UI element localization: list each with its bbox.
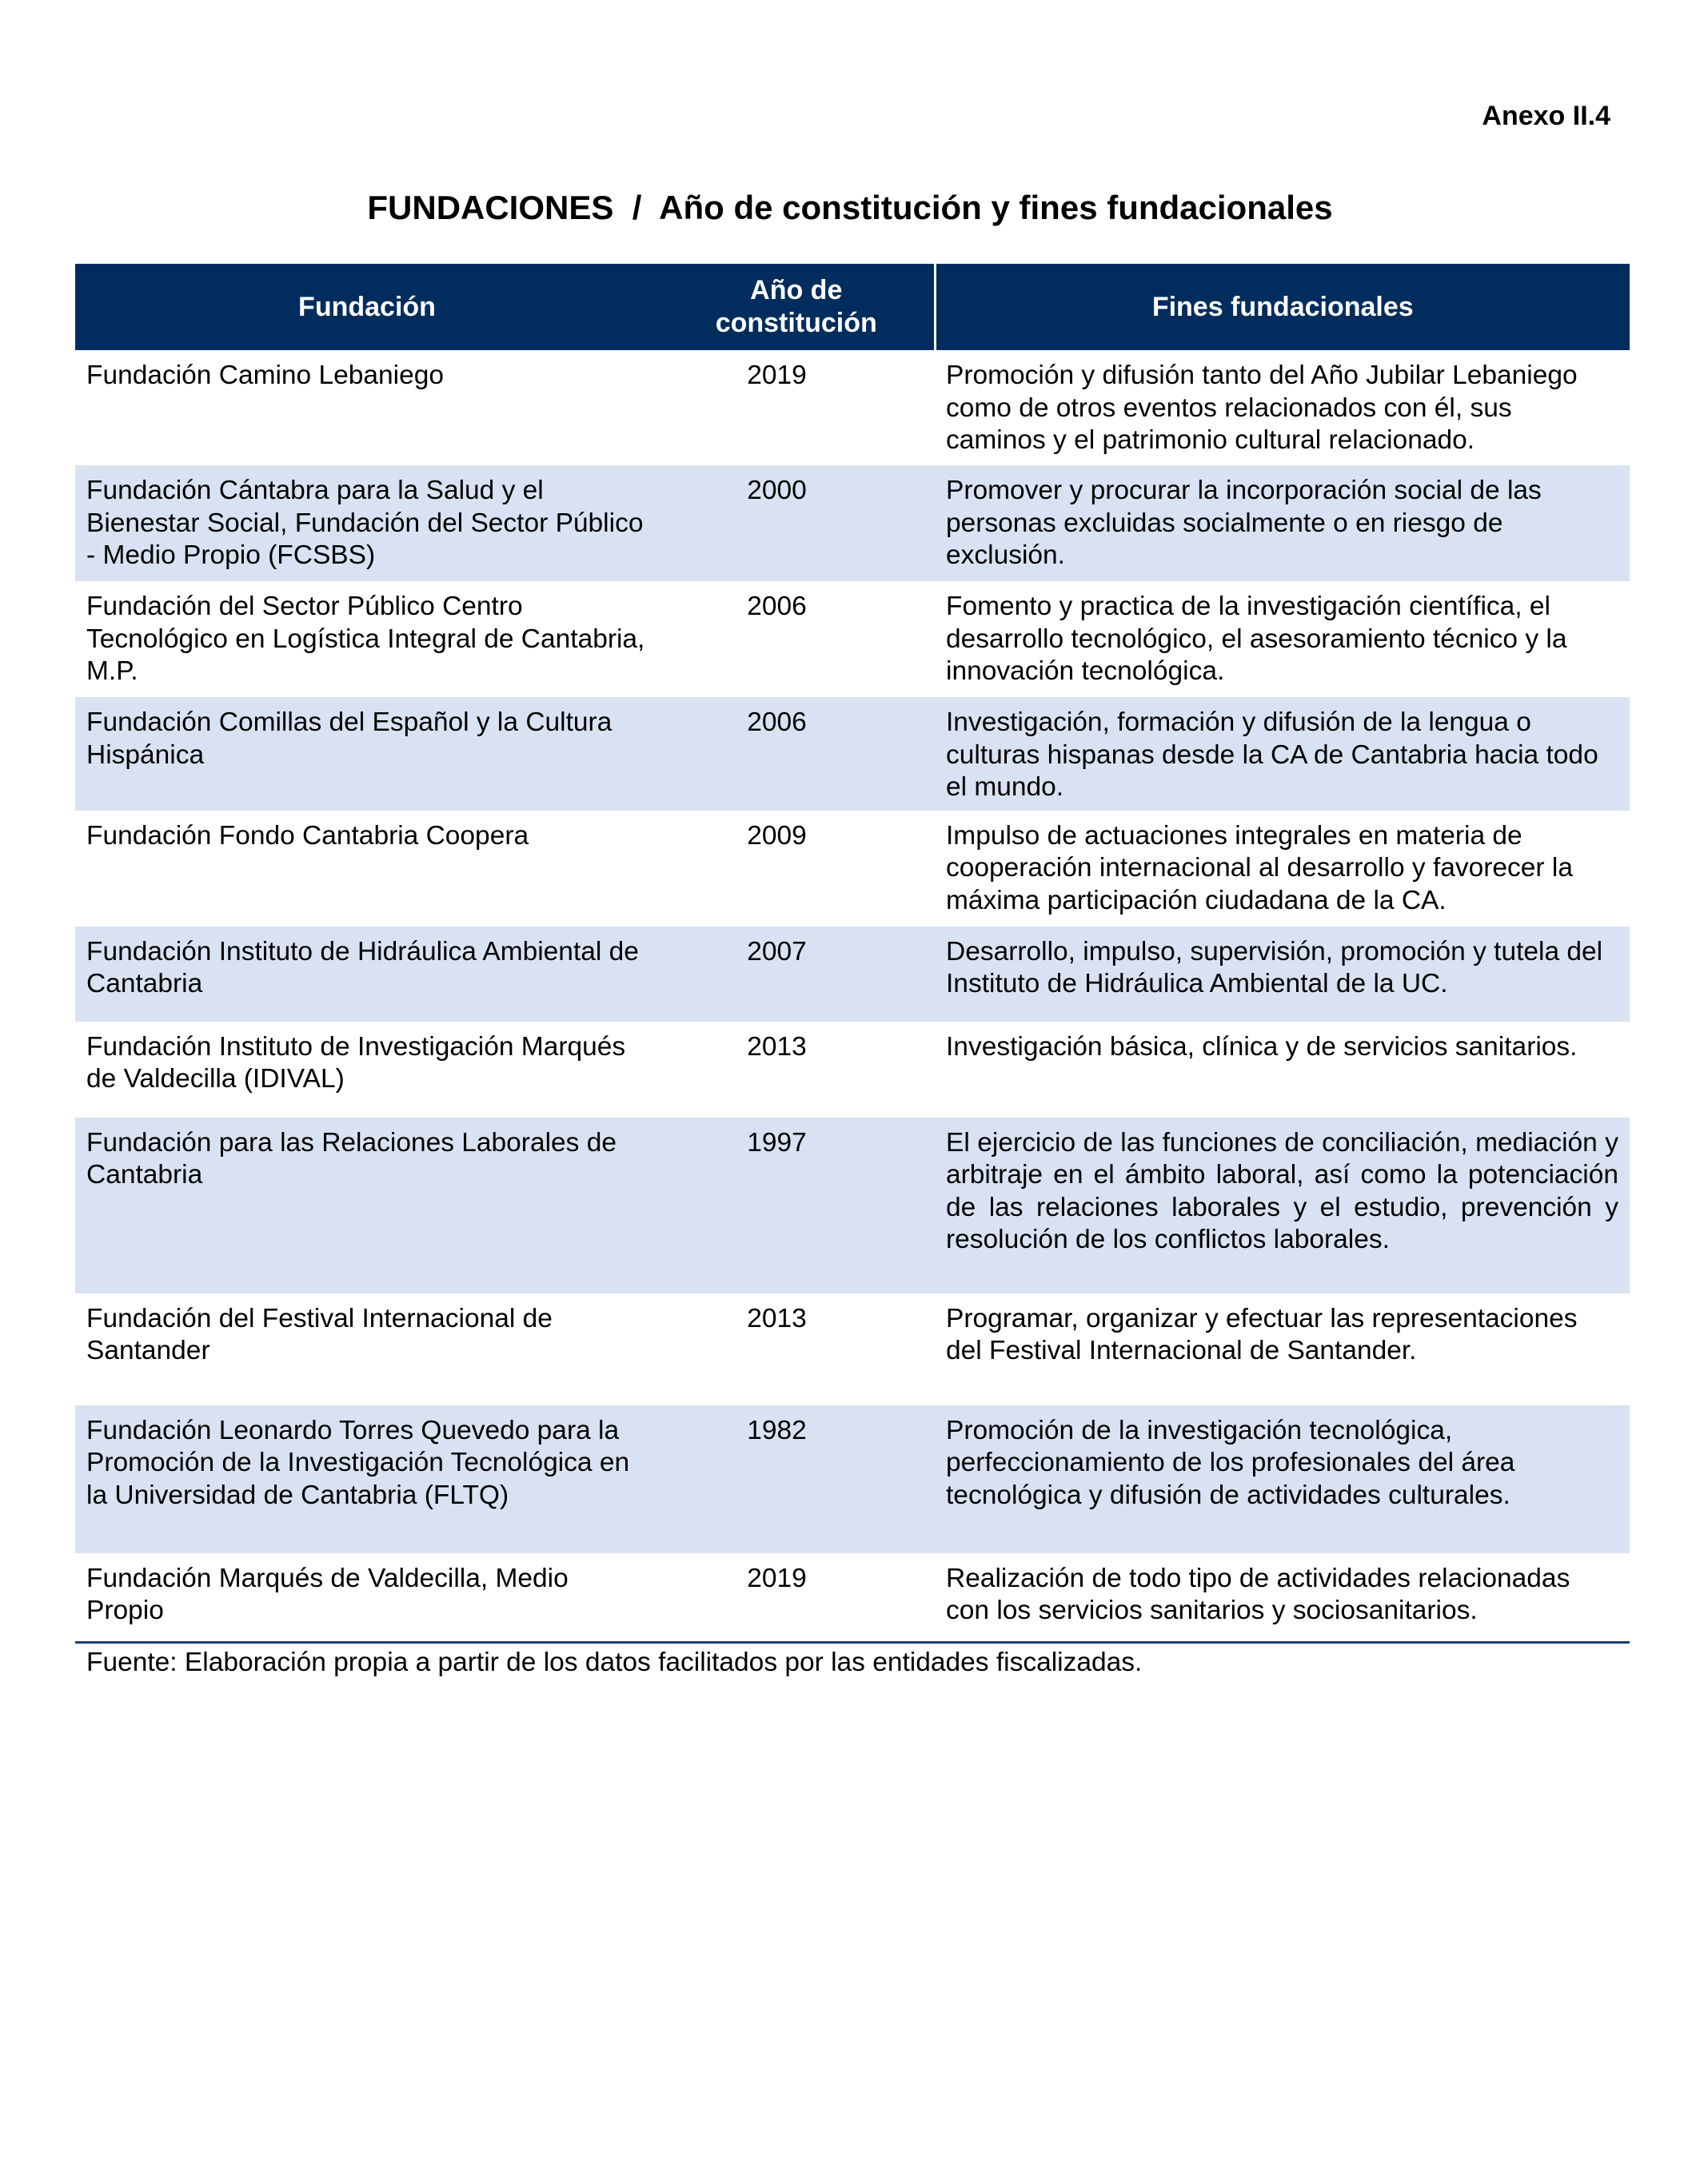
table-row bbox=[75, 581, 1630, 697]
header-purposes: Fines fundacionales bbox=[935, 264, 1630, 350]
cell-foundation: Fundación del Sector Público Centro Tecnológico en Logística Integral de Cantabria, M.P. bbox=[86, 592, 645, 686]
foundations-table bbox=[75, 264, 1630, 1641]
cell-foundation: Fundación Camino Lebaniego bbox=[86, 361, 444, 390]
cell-purposes: Impulso de actuaciones integrales en materia de cooperación internacional al desarrollo y favorecer la máxima participación ciudadana de la CA. bbox=[946, 820, 1573, 915]
cell-year: 2006 bbox=[659, 697, 935, 811]
table-row bbox=[75, 1022, 1630, 1118]
annex-label: Anexo II.4 bbox=[1482, 101, 1610, 131]
cell-year: 2007 bbox=[659, 927, 935, 1022]
cell-purposes: El ejercicio de las funciones de conciliación, mediación y arbitraje en el ámbito laboral, así como la potenciación de las relaciones laborales y el estudio, prevención y resolución de los conflictos laborales. bbox=[935, 1118, 1630, 1293]
foundations-table-container bbox=[75, 264, 1630, 1682]
table-row bbox=[75, 697, 1630, 811]
cell-purposes: Programar, organizar y efectuar las representaciones del Festival Internacional de Santander. bbox=[946, 1303, 1578, 1365]
cell-year: 1982 bbox=[659, 1405, 935, 1553]
cell-purposes: Realización de todo tipo de actividades relacionadas con los servicios sanitarios y sociosanitarios. bbox=[946, 1563, 1570, 1625]
cell-year: 2009 bbox=[747, 820, 807, 851]
cell-purposes: Investigación básica, clínica y de servicios sanitarios. bbox=[946, 1031, 1578, 1062]
cell-foundation: Fundación del Festival Internacional de Santander bbox=[86, 1303, 553, 1365]
cell-foundation: Fundación Cántabra para la Salud y el Bienestar Social, Fundación del Sector Público - Medio Propio (FCSBS) bbox=[75, 465, 659, 581]
cell-foundation: Fundación para las Relaciones Laborales de Cantabria bbox=[75, 1118, 659, 1293]
table-row bbox=[75, 1293, 1630, 1405]
cell-purposes: Investigación, formación y difusión de la lengua o culturas hispanas desde la CA de Cantabria hacia todo el mundo. bbox=[935, 697, 1630, 811]
table-row bbox=[75, 465, 1630, 581]
table-header-row bbox=[75, 264, 1630, 350]
cell-foundation: Fundación Fondo Cantabria Coopera bbox=[86, 820, 529, 851]
page-title: FUNDACIONES / Año de constitución y fines fundacionales bbox=[367, 189, 1333, 226]
table-row bbox=[75, 927, 1630, 1022]
header-year: Año de constitución bbox=[659, 264, 935, 350]
cell-foundation: Fundación Instituto de Hidráulica Ambiental de Cantabria bbox=[75, 927, 659, 1022]
cell-year: 2019 bbox=[747, 361, 807, 390]
cell-foundation: Fundación Marqués de Valdecilla, Medio Propio bbox=[86, 1563, 569, 1625]
cell-purposes: Promoción de la investigación tecnológica, perfeccionamiento de los profesionales del área tecnológica y difusión de actividades culturales. bbox=[935, 1405, 1630, 1553]
cell-foundation: Fundación Instituto de Investigación Marqués de Valdecilla (IDIVAL) bbox=[86, 1031, 626, 1094]
table-row bbox=[75, 1118, 1630, 1293]
table-row bbox=[75, 1553, 1630, 1641]
cell-year: 2006 bbox=[747, 592, 807, 621]
source-note: Fuente: Elaboración propia a partir de los datos facilitados por las entidades fiscalizadas. bbox=[86, 1647, 1143, 1677]
header-foundation: Fundación bbox=[75, 264, 659, 350]
cell-purposes: Fomento y practica de la investigación científica, el desarrollo tecnológico, el asesoramiento técnico y la innovación tecnológica. bbox=[946, 592, 1567, 686]
cell-purposes: Desarrollo, impulso, supervisión, promoción y tutela del Instituto de Hidráulica Ambiental de la UC. bbox=[935, 927, 1630, 1022]
cell-year: 1997 bbox=[659, 1118, 935, 1293]
cell-year: 2000 bbox=[659, 465, 935, 581]
cell-year: 2013 bbox=[747, 1031, 807, 1062]
cell-purposes: Promover y procurar la incorporación social de las personas excluidas socialmente o en riesgo de exclusión. bbox=[935, 465, 1630, 581]
cell-year: 2013 bbox=[747, 1303, 807, 1333]
cell-purposes: Promoción y difusión tanto del Año Jubilar Lebaniego como de otros eventos relacionados con él, sus caminos y el patrimonio cultural relacionado. bbox=[946, 361, 1578, 455]
cell-foundation: Fundación Leonardo Torres Quevedo para la Promoción de la Investigación Tecnológica en la Universidad de Cantabria (FLTQ) bbox=[75, 1405, 659, 1553]
table-row bbox=[75, 1405, 1630, 1553]
cell-year: 2019 bbox=[747, 1563, 807, 1593]
table-row bbox=[75, 350, 1630, 465]
table-row bbox=[75, 811, 1630, 927]
cell-foundation: Fundación Comillas del Español y la Cultura Hispánica bbox=[75, 697, 659, 811]
